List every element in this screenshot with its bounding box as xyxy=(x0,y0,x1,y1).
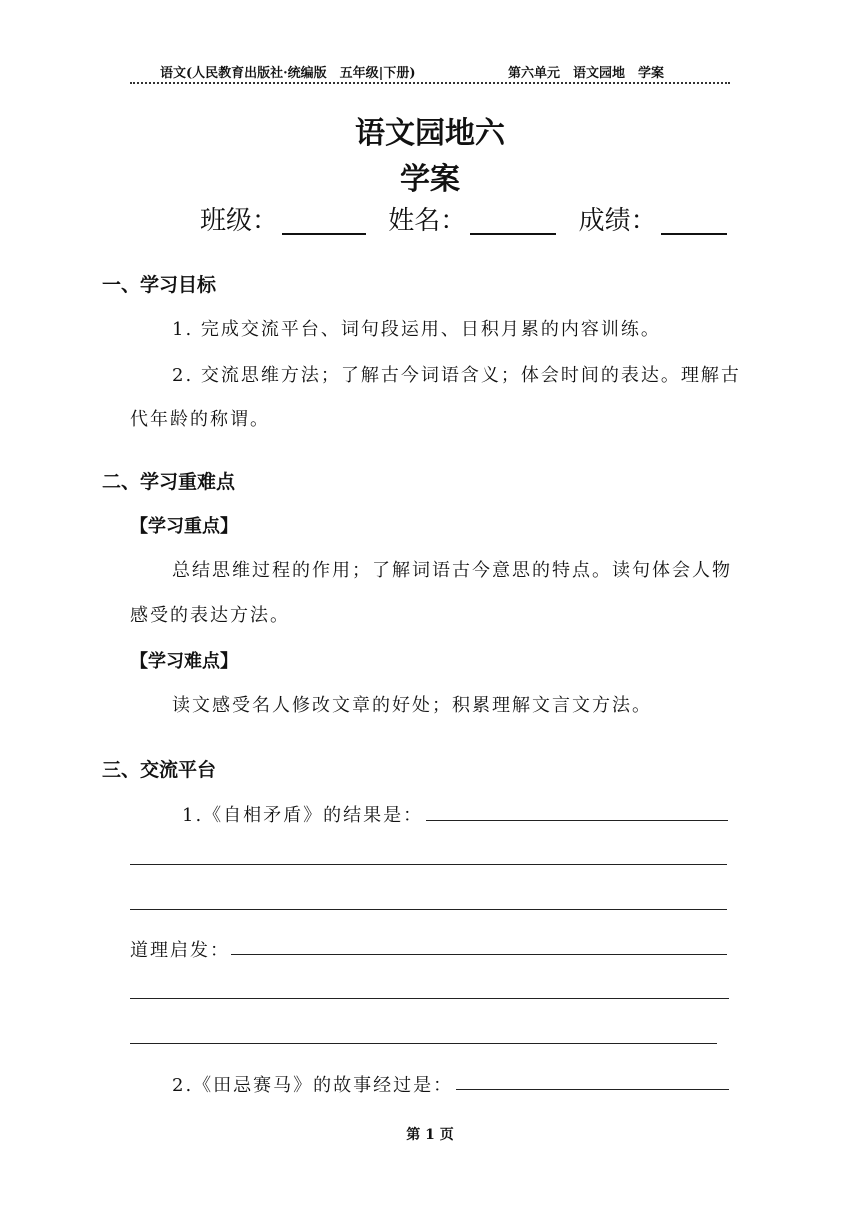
student-info-row xyxy=(200,200,727,237)
score-label: 成绩： xyxy=(578,206,657,236)
difficulty-text: 读文感受名人修改文章的好处；积累理解文言文方法。 xyxy=(172,695,652,716)
inspiration-answer-line[interactable] xyxy=(231,954,727,955)
answer-line[interactable] xyxy=(130,864,727,865)
exchange-heading: 三、交流平台 xyxy=(102,759,217,781)
header-doc-info: 语文(人民教育出版社·统编版 五年级|下册) xyxy=(160,66,416,81)
goals-heading: 一、学习目标 xyxy=(102,274,217,296)
question-2-answer-line[interactable] xyxy=(456,1089,729,1090)
focus-text-line2: 感受的表达方法。 xyxy=(130,605,290,626)
page-title: 语文园地六 xyxy=(355,116,505,151)
goal-item-2-line2: 代年龄的称谓。 xyxy=(130,409,270,430)
inspiration-prompt: 道理启发： xyxy=(130,940,230,961)
class-label: 班级： xyxy=(200,206,279,236)
question-1-answer-line[interactable] xyxy=(426,820,728,821)
header-unit-info: 第六单元 语文园地 学案 xyxy=(508,66,665,81)
focus-label: 【学习重点】 xyxy=(130,516,238,537)
answer-line[interactable] xyxy=(130,998,729,999)
goal-item-2-line1: 2. 交流思维方法；了解古今词语含义；体会时间的表达。理解古 xyxy=(172,365,741,386)
answer-line[interactable] xyxy=(130,909,727,910)
class-blank[interactable] xyxy=(282,207,366,235)
page-number: 第 1 页 xyxy=(406,1127,454,1143)
page-subtitle: 学案 xyxy=(400,162,460,197)
header-divider xyxy=(130,82,730,84)
difficulty-label: 【学习难点】 xyxy=(130,651,238,672)
focus-text-line1: 总结思维过程的作用；了解词语古今意思的特点。读句体会人物 xyxy=(172,560,732,581)
answer-line[interactable] xyxy=(130,1043,717,1044)
key-points-heading: 二、学习重难点 xyxy=(102,471,236,493)
score-blank[interactable] xyxy=(661,207,727,235)
question-2-prompt: 2.《田忌赛马》的故事经过是： xyxy=(172,1075,454,1096)
name-blank[interactable] xyxy=(470,207,556,235)
name-label: 姓名： xyxy=(388,206,467,236)
question-1-prompt: 1.《自相矛盾》的结果是： xyxy=(182,805,424,826)
goal-item-1: 1. 完成交流平台、词句段运用、日积月累的内容训练。 xyxy=(172,319,661,340)
